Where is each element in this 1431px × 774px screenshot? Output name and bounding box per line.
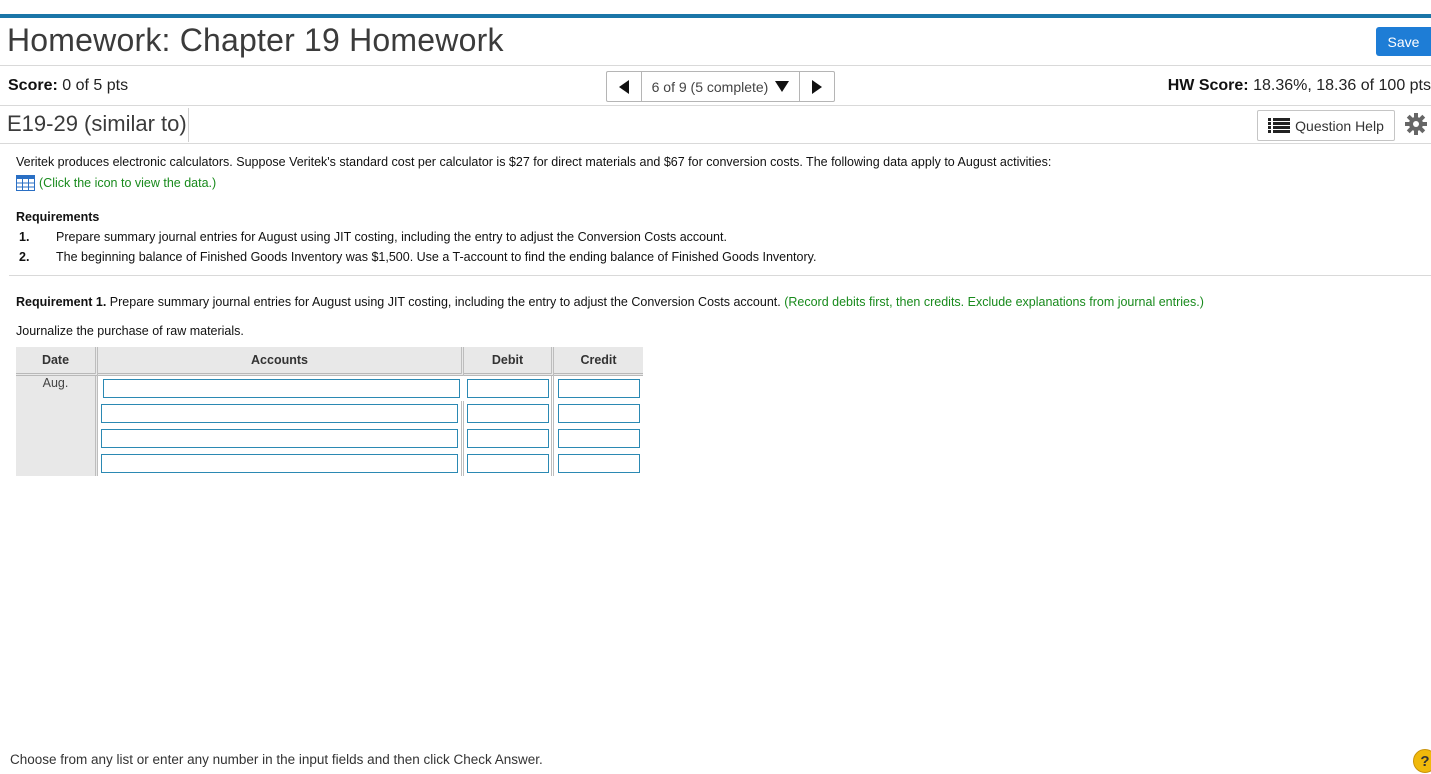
date-cell: Aug. [16,376,98,476]
divider [9,275,1431,276]
list-icon [1268,118,1290,133]
credit-input[interactable] [558,454,640,473]
footer-instruction: Choose from any list or enter any number in the input fields and then click Check Answer. [10,752,543,767]
view-data-link-text[interactable]: (Click the icon to view the data.) [39,176,217,190]
requirement-1-label: Requirement 1. [16,295,107,309]
question-position: 6 of 9 (5 complete) [651,78,769,95]
journalize-instruction: Journalize the purchase of raw materials. [16,324,244,338]
date-header: Date [16,347,98,376]
credit-cell [554,401,643,426]
score-value: 0 of 5 pts [57,77,129,94]
table-row [16,401,643,426]
requirement-1-prompt [16,295,1204,309]
requirement-item [16,250,816,264]
account-input[interactable] [101,454,458,473]
account-cell [98,401,464,426]
account-cell [98,376,464,401]
hw-score-label: HW Score: [1167,77,1249,94]
credit-cell [554,451,643,476]
debit-cell [464,451,554,476]
question-help-label: Question Help [1295,117,1384,134]
question-help-button[interactable] [1257,110,1395,141]
page-title: Homework: Chapter 19 Homework [7,22,504,58]
table-row [16,451,643,476]
account-input[interactable] [101,429,458,448]
triangle-down-icon [775,81,789,92]
requirement-number: 2. [19,250,30,264]
credit-input[interactable] [558,379,640,398]
account-cell [98,451,464,476]
requirements-heading: Requirements [16,210,100,224]
requirement-item [16,230,727,244]
debit-input[interactable] [467,379,549,398]
account-cell [98,426,464,451]
triangle-right-icon [812,80,822,94]
score [8,77,128,95]
debit-cell [464,376,554,401]
account-input[interactable] [101,404,458,423]
table-row [16,426,643,451]
requirement-1-text: Prepare summary journal entries for August using JIT costing, including the entry to adjust the Conversion Costs account. [106,295,785,309]
requirement-number: 1. [19,230,30,244]
debit-cell [464,426,554,451]
divider [0,105,1431,106]
divider [188,108,189,142]
score-label: Score: [8,77,58,94]
save-button[interactable]: Save [1376,27,1431,56]
debit-input[interactable] [467,404,549,423]
debit-cell [464,401,554,426]
credit-header: Credit [554,347,643,376]
debit-input[interactable] [467,454,549,473]
divider [0,65,1431,66]
debit-header: Debit [464,347,554,376]
table-grid-icon [16,175,35,191]
table-row [16,376,643,401]
top-accent-bar [0,14,1431,18]
hw-score-value: 18.36%, 18.36 of 100 pts [1248,77,1431,94]
credit-input[interactable] [558,404,640,423]
credit-input[interactable] [558,429,640,448]
question-id: E19-29 (similar to) [7,111,187,136]
help-icon[interactable]: ? [1413,749,1431,773]
triangle-left-icon [619,80,629,94]
divider [0,143,1431,144]
view-data-link[interactable] [16,175,216,191]
debit-input[interactable] [467,429,549,448]
journal-entry-table [16,347,643,476]
table-header-row [16,347,643,376]
account-input[interactable] [103,379,460,398]
credit-cell [554,376,643,401]
requirement-text: Prepare summary journal entries for August using JIT costing, including the entry to adjust the Conversion Costs account. [56,230,727,244]
next-question-button[interactable] [799,72,834,101]
requirement-text: The beginning balance of Finished Goods Inventory was $1,500. Use a T-account to find the ending balance of Finished Goods Inventory. [56,250,817,264]
requirement-1-note: (Record debits first, then credits. Exclude explanations from journal entries.) [784,295,1204,309]
hw-score [1168,77,1431,95]
credit-cell [554,426,643,451]
accounts-header: Accounts [98,347,464,376]
question-select-dropdown[interactable] [642,72,799,101]
gear-icon[interactable] [1404,112,1428,136]
previous-question-button[interactable] [607,72,642,101]
question-navigator [606,71,835,102]
problem-intro: Veritek produces electronic calculators. Suppose Veritek's standard cost per calculator is $27 for direct materials and $67 for conversion costs. The following data apply to August activities: [16,155,1052,169]
